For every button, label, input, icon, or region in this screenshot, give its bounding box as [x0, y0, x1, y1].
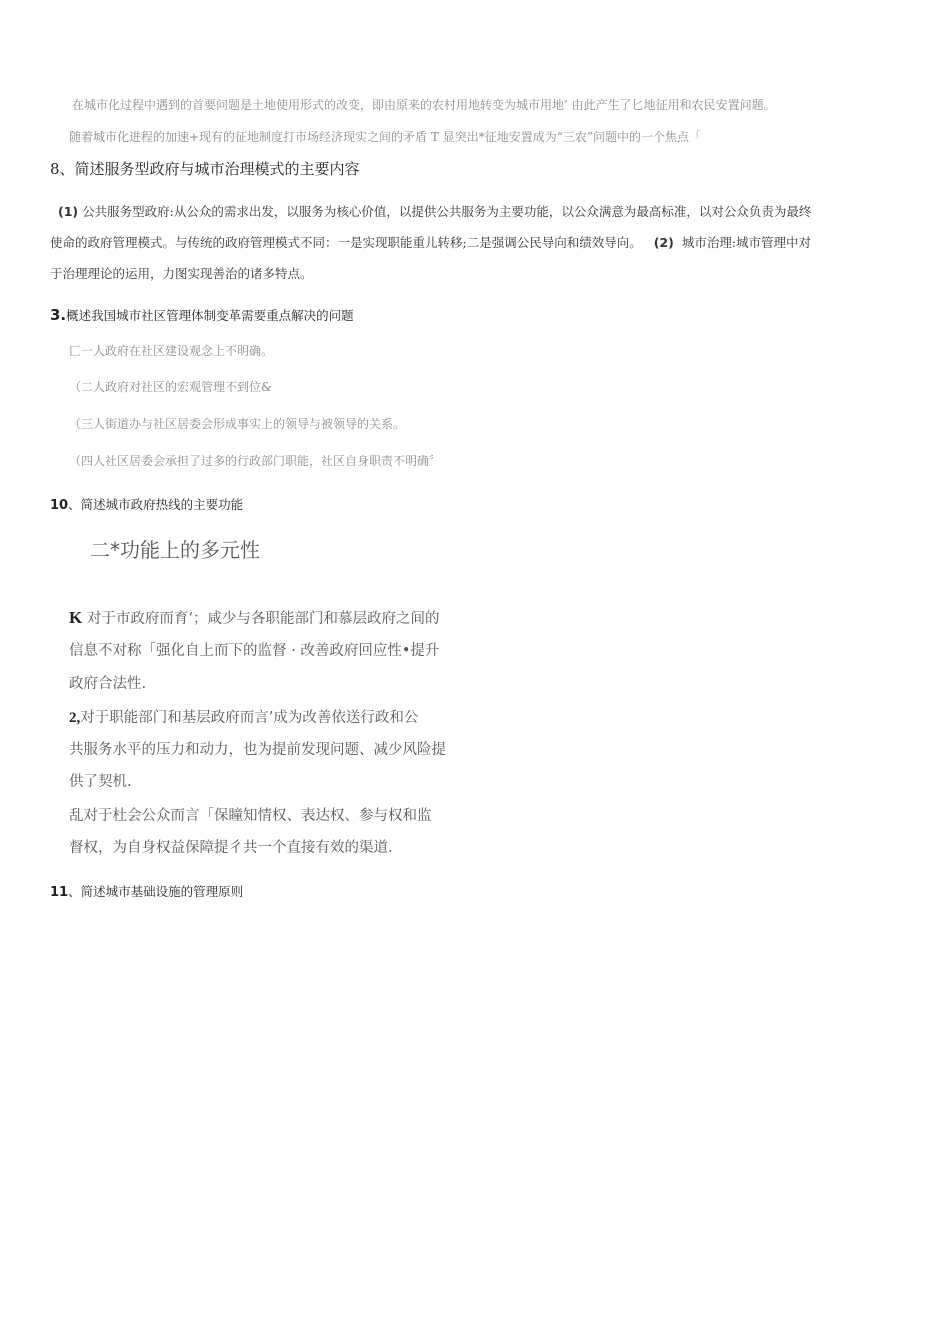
q3-heading-row — [50, 306, 354, 324]
q11-heading-row — [50, 882, 243, 900]
intro-line-1: 在城市化过程中遇到的首要问题是土地使用形式的改变，即由原来的农村用地转变为城市用地’ 由此产生了匕地征用和农民安置问题。 — [72, 98, 776, 112]
q3-heading: 概述我国城市社区管理体制变革需要重点解决的问题 — [66, 308, 354, 323]
q3-number: 3. — [50, 306, 67, 324]
q10-para-1-text-1: 对于市政府而育‘；咸少与各职能部门和慕层政府之间的 — [82, 611, 440, 627]
q10-para-3-line-1: 乱对于杜会公众而言「保瞳知情权、表达权、参与权和监 — [69, 808, 432, 824]
q8-answer-line-2 — [50, 233, 811, 251]
q8-answer-line-1 — [58, 202, 811, 220]
q8-answer-line-3: 于治理理论的运用，力图实现善治的诸多特点。 — [50, 266, 313, 281]
q10-heading: 、简述城市政府热线的主要功能 — [68, 497, 244, 512]
q3-item-4: （四人社区居委会承担了过多的行政部门职能，社区自身职责不明确〞 — [69, 454, 442, 468]
q10-para-2-lead: 2, — [69, 710, 81, 726]
q8-line-2a-text: 使命的政府管理模式。与传统的政府管理模式不同：一是实现职能重儿转移;二是强调公民导向和绩效导向。 — [50, 235, 642, 250]
q3-item-2: （二人政府对社区的宏观管理不到位& — [69, 380, 272, 394]
q10-para-1-line-2: 信息不对称「强化自上而下的监督 · 改善政府回应性•提升 — [69, 643, 440, 659]
q10-heading-row — [50, 495, 243, 513]
q10-para-2-line-3: 供了契机. — [69, 774, 132, 790]
q8-heading: 8、简述服务型政府与城市治理模式的主要内容 — [50, 160, 360, 178]
q10-para-3-line-2: 督权，为自身权益保障提彳共一个直接有效的渠道. — [69, 840, 393, 856]
q8-marker-1: (1) — [58, 204, 79, 219]
intro-line-2: 随着城市化进程的加速+现有的征地制度打市场经济现实之间的矛盾 T 显突出*征地安置成为“三农”问题中的一个焦点「 — [69, 130, 701, 144]
q10-para-2-text-1: 对于职能部门和基层政府而言’成为改善依送行政和公 — [80, 710, 419, 726]
q11-heading: 、简述城市基础设施的管理原则 — [68, 884, 244, 899]
q3-item-1: 匚一人政府在社区建设观念上不明确。 — [69, 344, 274, 358]
q8-line-2b-text: 城市治理:城市管理中对 — [681, 235, 812, 250]
q10-subheading: 二*功能上的多元性 — [90, 538, 260, 562]
q10-para-1-line-1 — [69, 607, 439, 628]
q3-item-3: （三人街道办与社区居委会形成事实上的领导与被领导的关系。 — [69, 417, 406, 431]
q10-para-1-line-3: 政府合法性. — [69, 676, 147, 692]
q10-para-2-line-2: 共服务水平的压力和动力，也为提前发现问题、减少风险提 — [69, 742, 446, 758]
q11-number: 11 — [50, 885, 69, 900]
q10-para-2-line-1 — [69, 706, 418, 727]
q10-para-1-lead: K — [69, 608, 83, 627]
q8-marker-2: (2) — [653, 235, 674, 250]
q8-line-1-text: 公共服务型政府:从公众的需求出发，以服务为核心价值，以提供公共服务为主要功能，以公众满意为最高标准，以对公众负责为最终 — [82, 204, 812, 219]
q10-number: 10 — [50, 498, 69, 513]
